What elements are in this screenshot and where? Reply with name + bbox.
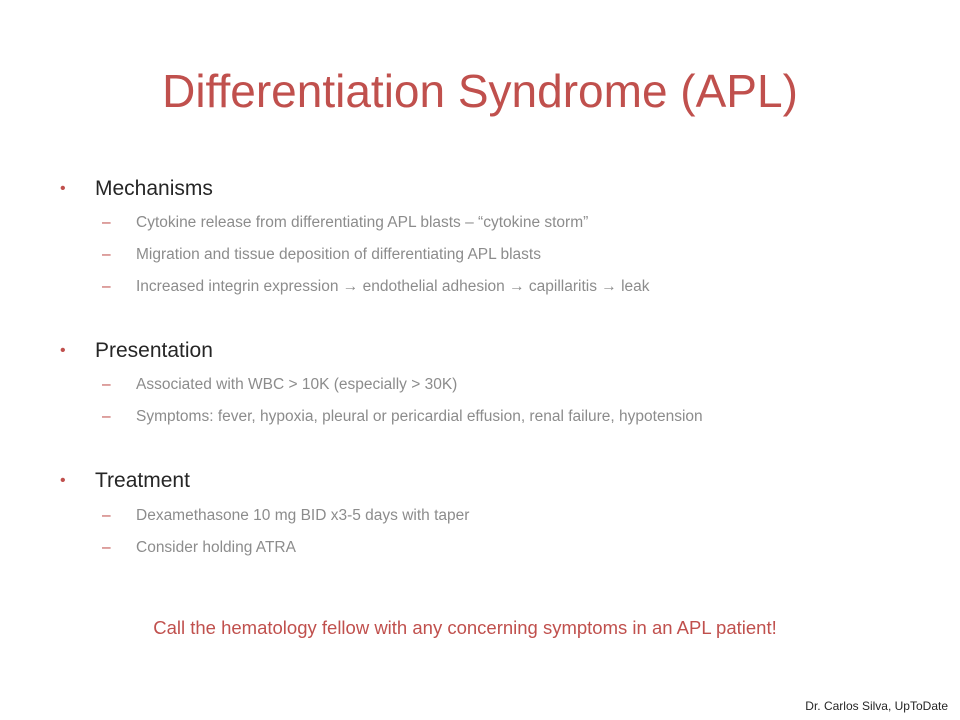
sub-item-text: Symptoms: fever, hypoxia, pleural or pericardial effusion, renal failure, hypotension xyxy=(136,408,703,425)
sub-item-text: Increased integrin expression → endothelial adhesion → capillaritis → leak xyxy=(136,278,650,295)
section-mechanisms xyxy=(60,174,920,303)
dash-icon: – xyxy=(102,246,111,263)
section-presentation xyxy=(60,336,920,433)
sub-item xyxy=(60,369,920,401)
sub-item-text: Dexamethasone 10 mg BID x3-5 days with taper xyxy=(136,507,470,524)
credit-text: Dr. Carlos Silva, UpToDate xyxy=(805,699,948,713)
sub-item xyxy=(60,532,920,564)
dash-icon: – xyxy=(102,278,111,295)
section-treatment xyxy=(60,466,920,564)
slide-title: Differentiation Syndrome (APL) xyxy=(162,65,798,117)
sub-item-text: Consider holding ATRA xyxy=(136,539,296,556)
bullet-icon: • xyxy=(60,180,66,197)
sub-item xyxy=(60,239,920,271)
sub-item-text: Migration and tissue deposition of differentiating APL blasts xyxy=(136,246,541,263)
bullet-heading xyxy=(60,466,920,496)
bullet-heading xyxy=(60,336,920,366)
bullet-icon: • xyxy=(60,472,66,489)
bullet-icon: • xyxy=(60,342,66,359)
sub-item-text: Cytokine release from differentiating APL blasts – “cytokine storm” xyxy=(136,214,589,231)
sub-item xyxy=(60,271,920,303)
dash-icon: – xyxy=(102,214,111,231)
heading-text: Presentation xyxy=(95,339,213,362)
sub-item-text: Associated with WBC > 10K (especially > 30K) xyxy=(136,376,458,393)
dash-icon: – xyxy=(102,376,111,393)
sub-item xyxy=(60,401,920,433)
dash-icon: – xyxy=(102,539,111,556)
callout-text: Call the hematology fellow with any concerning symptoms in an APL patient! xyxy=(153,617,777,638)
sub-item xyxy=(60,500,920,532)
sub-item xyxy=(60,207,920,239)
dash-icon: – xyxy=(102,408,111,425)
bullet-heading xyxy=(60,174,920,204)
heading-text: Mechanisms xyxy=(95,177,213,200)
dash-icon: – xyxy=(102,507,111,524)
heading-text: Treatment xyxy=(95,469,190,492)
